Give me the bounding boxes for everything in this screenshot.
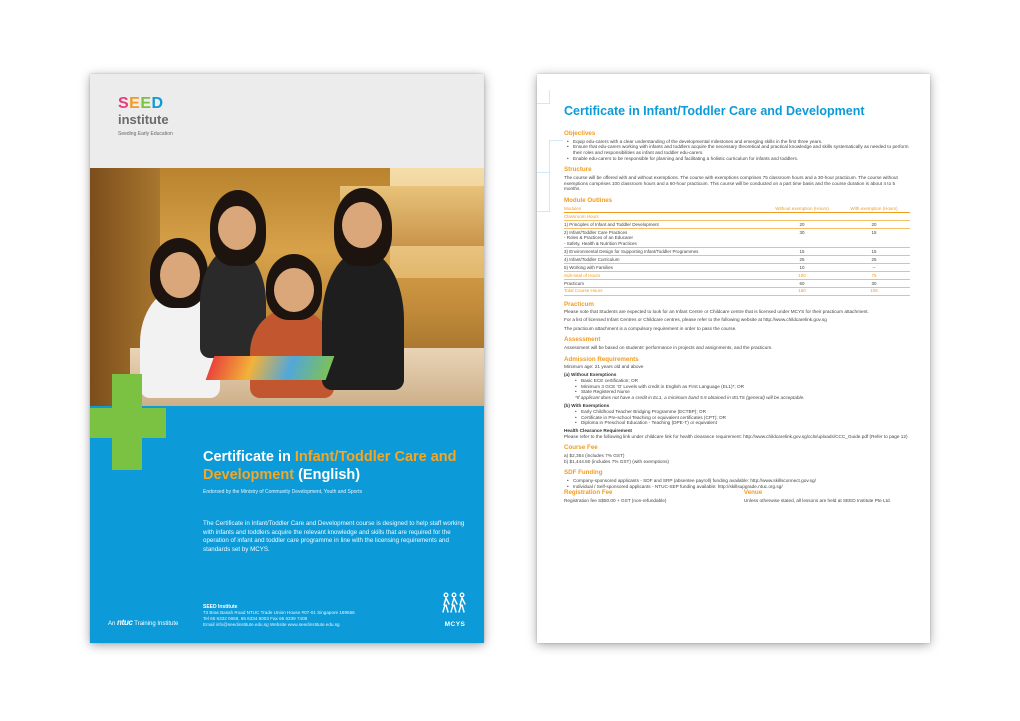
health-clearance-label: Health Clearance Requirement — [564, 428, 632, 434]
sdf-funding-heading: SDF Funding — [564, 469, 603, 477]
contact-block — [203, 604, 423, 628]
ntuc-training-institute — [108, 618, 178, 627]
table-cell: 10 — [766, 264, 838, 272]
table-header-row — [564, 205, 910, 212]
cover-header — [90, 74, 484, 168]
registration-fee-block — [564, 489, 730, 506]
table-cell: 30 — [766, 229, 838, 248]
ntuc-brand: ntuc — [117, 618, 133, 627]
seed-institute-logo — [118, 96, 173, 137]
table-cell: 75 — [838, 272, 910, 280]
table-cell: 25 — [838, 256, 910, 264]
contact-line: Tel 65 6332 0668, 65 6334 6003 Fax 65 6339 7408 — [203, 616, 308, 621]
table-cell: Practicum — [564, 279, 766, 287]
course-fee-line: b) $1,444.50 (includes 7% GST) (with exemptions) — [564, 458, 669, 464]
list-item: • Enable edu-carers to be responsible for planning and facilitating a holistic curriculum for infants and toddlers. — [573, 156, 910, 162]
table-cell: 105 — [838, 287, 910, 295]
with-exemptions-list — [564, 409, 910, 426]
logo-letter: S — [118, 95, 130, 112]
objectives-heading: Objectives — [564, 130, 596, 137]
logo-letter: D — [151, 95, 164, 112]
table-header-cell: With exemption (Hours) — [838, 205, 910, 212]
contact-line: 73 Bras Basah Road NTUC Trade Union House #07-01 Singapore 189556 — [203, 610, 355, 615]
assessment-heading: Assessment — [564, 336, 601, 344]
ntuc-prefix: An — [108, 621, 116, 627]
table-cell: 100 — [766, 272, 838, 280]
table-cell — [564, 229, 766, 248]
cover-photo — [90, 168, 484, 406]
brochure-cover — [90, 74, 484, 643]
mcys-figures-icon — [441, 592, 469, 614]
list-item: • Company-sponsored applicants - SDF and SRP (absentee payroll) funding available: http://www.skillsconnect.gov.sg/ — [573, 478, 910, 484]
table-cell: 3) Environmental Design for Supporting Infant/Toddler Programmes — [564, 248, 766, 256]
table-row-practicum — [564, 279, 910, 287]
table-cell: 15 — [766, 248, 838, 256]
table-cell: – — [838, 264, 910, 272]
modules-table — [564, 205, 910, 295]
admission-min-age: Minimum age: 21 years old and above — [564, 364, 644, 370]
contact-org: SEED Institute — [203, 604, 238, 610]
modules-heading: Module Outlines — [564, 196, 613, 204]
cover-endorsement: Endorsed by the Ministry of Community Development, Youth and Sports — [203, 489, 362, 495]
venue-heading: Venue — [743, 489, 763, 497]
objectives-list — [564, 139, 910, 162]
practicum-text: Please note that Students are expected to look for an Infant Centre or Childcare centre that is licensed under MCYS for their practicum attachment. — [564, 309, 869, 315]
admission-heading: Admission Requirements — [564, 355, 639, 363]
structure-heading: Structure — [564, 166, 592, 174]
list-item: • State Registered Nurse — [581, 389, 910, 395]
table-row — [564, 264, 910, 272]
table-cell: 25 — [766, 256, 838, 264]
course-fee-line: a) $2,354 (includes 7% GST) — [564, 452, 625, 458]
green-plus-bar — [90, 408, 166, 438]
list-item: • Early Childhood Teacher Bridging Programme (ECTBP); OR — [581, 409, 910, 415]
table-row — [564, 213, 910, 221]
practicum-text: For a list of licensed Infant Centres or Childcare centres, please refer to the following website at http://www.childcarelink.gov.sg — [564, 317, 827, 323]
table-cell-line: - Safety, Health & Nutrition Practices — [564, 241, 637, 247]
list-item: • Minimum 3 GCE 'O' Levels with credit in English as First Language (EL1)*; OR — [581, 384, 910, 390]
table-cell: 1) Principles of Infant and Toddler Development — [564, 221, 766, 229]
sdf-funding-list — [564, 478, 910, 489]
sheet-title: Certificate in Infant/Toddler Care and Development — [564, 104, 865, 118]
list-item: • Certificate in Pre-school Teaching or equivalent certificates (CPT); OR — [581, 415, 910, 421]
venue-block — [744, 489, 910, 506]
table-row — [564, 256, 910, 264]
list-item: • Basic ECE certification; OR — [581, 378, 910, 384]
mcys-text: MCYS — [444, 621, 466, 628]
cover-title-highlight: Infant/Toddler Care and Development — [203, 449, 457, 483]
logo-seed-word — [118, 96, 173, 112]
table-cell: Sub-total of Hours — [564, 272, 766, 280]
decorative-line — [549, 140, 563, 172]
without-exemptions-label: (a) Without Exemptions — [564, 372, 617, 378]
cover-blurb: The Certificate in Infant/Toddler Care and Development course is designed to help staff working with infants and toddlers acquire the relevant knowledge and skills that are required for the operation of infant and toddler care programme in line with the licensing requirements and standards set by MCYS. — [203, 520, 465, 553]
without-exemptions-list — [564, 378, 910, 395]
table-row-subtotal — [564, 272, 910, 280]
table-cell: 160 — [766, 287, 838, 295]
practicum-heading: Practicum — [564, 300, 594, 308]
list-item: • Diploma in Preschool Education - Teaching (DPE-T) or equivalent — [581, 420, 910, 426]
table-header-cell: Modules — [564, 205, 766, 212]
logo-letter: E — [140, 95, 152, 112]
table-row — [564, 221, 910, 229]
table-cell: 20 — [766, 221, 838, 229]
course-fee-heading: Course Fee — [564, 444, 598, 452]
sheet-content — [564, 130, 910, 506]
ntuc-suffix: Training Institute — [134, 621, 179, 627]
table-cell-line: 2) Infant/Toddler Care Practices — [564, 229, 628, 235]
assessment-text: Assessment will be based on students' performance in projects and assignments, and the practicum. — [564, 344, 773, 350]
table-row — [564, 248, 910, 256]
table-cell: 60 — [766, 279, 838, 287]
table-cell: 15 — [838, 248, 910, 256]
registration-fee-heading: Registration Fee — [564, 489, 613, 497]
registration-fee-text: Registration fee S$50.00 + GST (non-refundable) — [564, 497, 667, 503]
table-cell: 4) Infant/Toddler Curriculum — [564, 256, 766, 264]
structure-text: The course will be offered with and without exemptions. The course with exemptions comprises 75 classroom hours and a 30-hour practicum. The course without exemptions comprises 100 classroom hours and a 60-hour practicum. This course will be conducted on a part time basis and the course duration is about 4 to 5 months. — [564, 174, 898, 192]
practicum-text: The practicum attachment is a compulsory requirement in order to pass the course. — [564, 325, 737, 331]
without-exemptions-note: *If applicant does not have a credit in EL1, a minimum band 5.5 obtained in IELTS (general) will be acceptable. — [575, 395, 805, 401]
with-exemptions-label: (b) With Exemptions — [564, 403, 610, 409]
logo-tagline: Seeding Early Education — [118, 131, 173, 137]
mcys-logo — [440, 592, 470, 628]
decorative-line — [537, 90, 550, 104]
cover-title-part: (English) — [294, 467, 361, 483]
cover-title — [203, 448, 473, 484]
table-cell: Total Course Hours — [564, 287, 766, 295]
fee-venue-row — [564, 489, 910, 506]
venue-text: Unless otherwise stated, all lessons are held at SEED Institute Pte Ltd. — [743, 497, 891, 503]
list-item: • Ensure that edu-carers working with infants and toddlers acquire the necessary theoretical and practical knowledge and skills systematically as needed to perform their roles and responsibilities as infant and toddler edu-carers. — [573, 144, 910, 155]
cover-title-part: Certificate in — [203, 449, 295, 465]
contact-line: Email info@seedinstitute.edu.sg Website www.seedinstitute.edu.sg — [203, 622, 340, 627]
logo-institute-word: institute — [118, 112, 169, 127]
health-clearance-text: Please refer to the following link under childcare link for health clearance requirement: http://www.childcarelink.gov.sg/ccls/uploads/CCC_Guide.pdf (Refer to page 12) — [564, 433, 908, 439]
table-cell: 5) Working with Families — [564, 264, 766, 272]
course-details-sheet — [537, 74, 930, 643]
table-cell: 30 — [838, 279, 910, 287]
table-row-total — [564, 287, 910, 295]
table-header-cell: Without exemption (Hours) — [766, 205, 838, 212]
table-cell: 15 — [838, 229, 910, 248]
list-item: • Individual / Self-sponsored applicants - NTUC-SEP funding available: http://skillsupgrade.ntuc.org.sg/ — [573, 484, 910, 490]
decorative-line — [537, 172, 550, 212]
list-item: • Equip edu-carers with a clear understanding of the developmental milestones and emerging skills in the first three years. — [573, 139, 910, 145]
table-row — [564, 229, 910, 248]
table-cell: 20 — [838, 221, 910, 229]
logo-letter: E — [129, 95, 141, 112]
table-cell-line: - Roles & Practices of an Educarer — [564, 235, 634, 241]
table-cell: Classroom Hours — [564, 213, 910, 221]
